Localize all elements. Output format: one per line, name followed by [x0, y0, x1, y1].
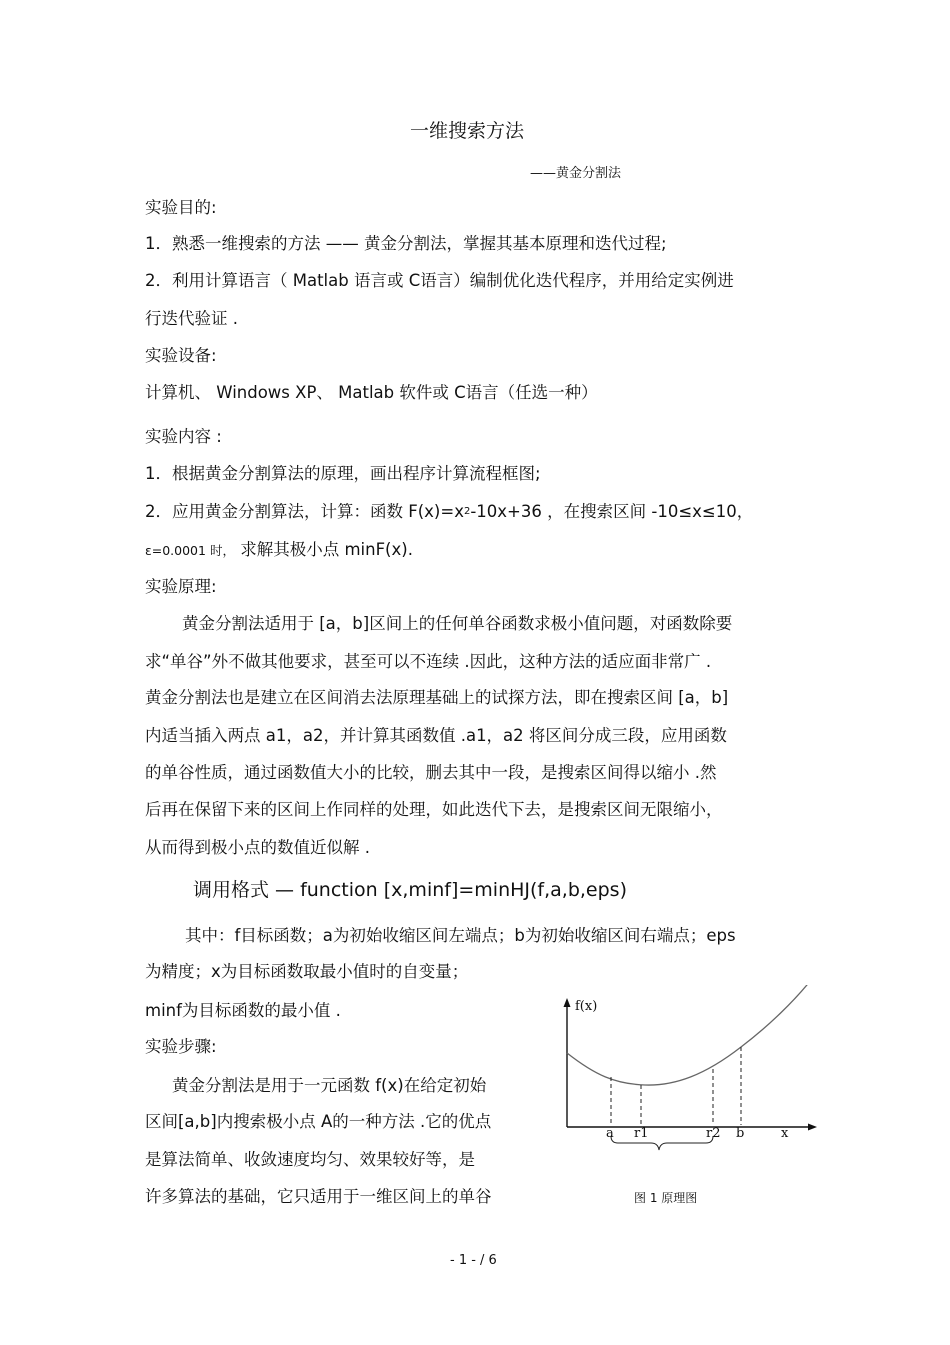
- principle-line: 黄金分割法也是建立在区间消去法原理基础上的试探方法，即在搜索区间 [a，b]: [145, 688, 729, 707]
- steps-line: 许多算法的基础，它只适用于一维区间上的单谷: [145, 1187, 492, 1206]
- purpose-item-1: 1．熟悉一维搜索的方法 —— 黄金分割法，掌握其基本原理和迭代过程;: [145, 234, 667, 253]
- params-line-3: minf为目标函数的最小值 .: [145, 1001, 341, 1020]
- params-line-1: 其中：f目标函数；a为初始收缩区间左端点；b为初始收缩区间右端点；eps: [185, 926, 736, 945]
- exponent: 2: [463, 506, 471, 517]
- y-axis-arrow: [564, 998, 571, 1007]
- purpose-heading: 实验目的:: [145, 198, 217, 217]
- function-text-rest: -10x+36 ，在搜索区间 -10≤x≤10，: [470, 502, 754, 521]
- principle-line: 后再在保留下来的区间上作同样的处理，如此迭代下去，是搜索区间无限缩小，: [145, 800, 723, 819]
- steps-line: 区间[a,b]内搜索极小点 A的一种方法 .它的优点: [145, 1112, 492, 1131]
- figure-caption: 图 1 原理图: [634, 1191, 698, 1205]
- purpose-item-2-line-1: 2．利用计算语言（ Matlab 语言或 C语言）编制优化迭代程序，并用给定实例进: [145, 271, 734, 290]
- principle-figure: [555, 985, 825, 1160]
- content-item-1: 1．根据黄金分割算法的原理，画出程序计算流程框图;: [145, 464, 541, 483]
- principle-heading: 实验原理:: [145, 577, 217, 596]
- x-axis-label: x: [781, 1126, 789, 1141]
- tick-label-r1: r1: [634, 1126, 649, 1141]
- tick-label-r2: r2: [706, 1126, 721, 1141]
- epsilon-text: ε=0.0001 时，: [145, 543, 235, 558]
- principle-line: 的单谷性质，通过函数值大小的比较，删去其中一段，是搜索区间得以缩小 .然: [145, 763, 717, 782]
- x-axis-arrow: [808, 1124, 817, 1131]
- principle-line: 从而得到极小点的数值近似解 .: [145, 838, 370, 857]
- params-line-2: 为精度；x为目标函数取最小值时的自变量；: [145, 962, 469, 981]
- equipment-heading: 实验设备:: [145, 346, 217, 365]
- principle-line: 求“单谷”外不做其他要求，甚至可以不连续 .因此，这种方法的适应面非常广 .: [145, 652, 712, 671]
- equipment-text: 计算机、 Windows XP、 Matlab 软件或 C语言（任选一种）: [145, 383, 598, 402]
- purpose-item-2-line-2: 行迭代验证 .: [145, 309, 238, 328]
- page-subtitle: ——黄金分割法: [530, 166, 622, 181]
- principle-line: 黄金分割法适用于 [a，b]区间上的任何单谷函数求极小值问题，对函数除要: [182, 614, 733, 633]
- call-format: 调用格式 — function [x,minf]=minHJ(f,a,b,eps): [193, 879, 627, 901]
- function-text: 2．应用黄金分割算法，计算：函数 F(x)=x: [145, 502, 464, 521]
- content-item-2-line-1: [145, 502, 753, 525]
- minimum-text: 求解其极小点 minF(x).: [240, 540, 413, 559]
- page-number: - 1 - / 6: [450, 1253, 497, 1268]
- steps-heading: 实验步骤:: [145, 1037, 217, 1056]
- content-item-2-line-2: [145, 540, 413, 561]
- steps-line: 是算法简单、收敛速度均匀、效果较好等，是: [145, 1150, 475, 1169]
- y-axis-label: f(x): [575, 999, 598, 1014]
- interval-brace: [611, 1136, 713, 1150]
- content-heading: 实验内容 :: [145, 427, 222, 446]
- steps-line: 黄金分割法是用于一元函数 f(x)在给定初始: [172, 1076, 487, 1095]
- page-title: 一维搜索方法: [410, 120, 525, 142]
- unimodal-curve: [567, 985, 811, 1085]
- tick-label-b: b: [736, 1126, 745, 1141]
- principle-line: 内适当插入两点 a1，a2，并计算其函数值 .a1，a2 将区间分成三段，应用函数: [145, 726, 727, 745]
- tick-label-a: a: [606, 1126, 614, 1141]
